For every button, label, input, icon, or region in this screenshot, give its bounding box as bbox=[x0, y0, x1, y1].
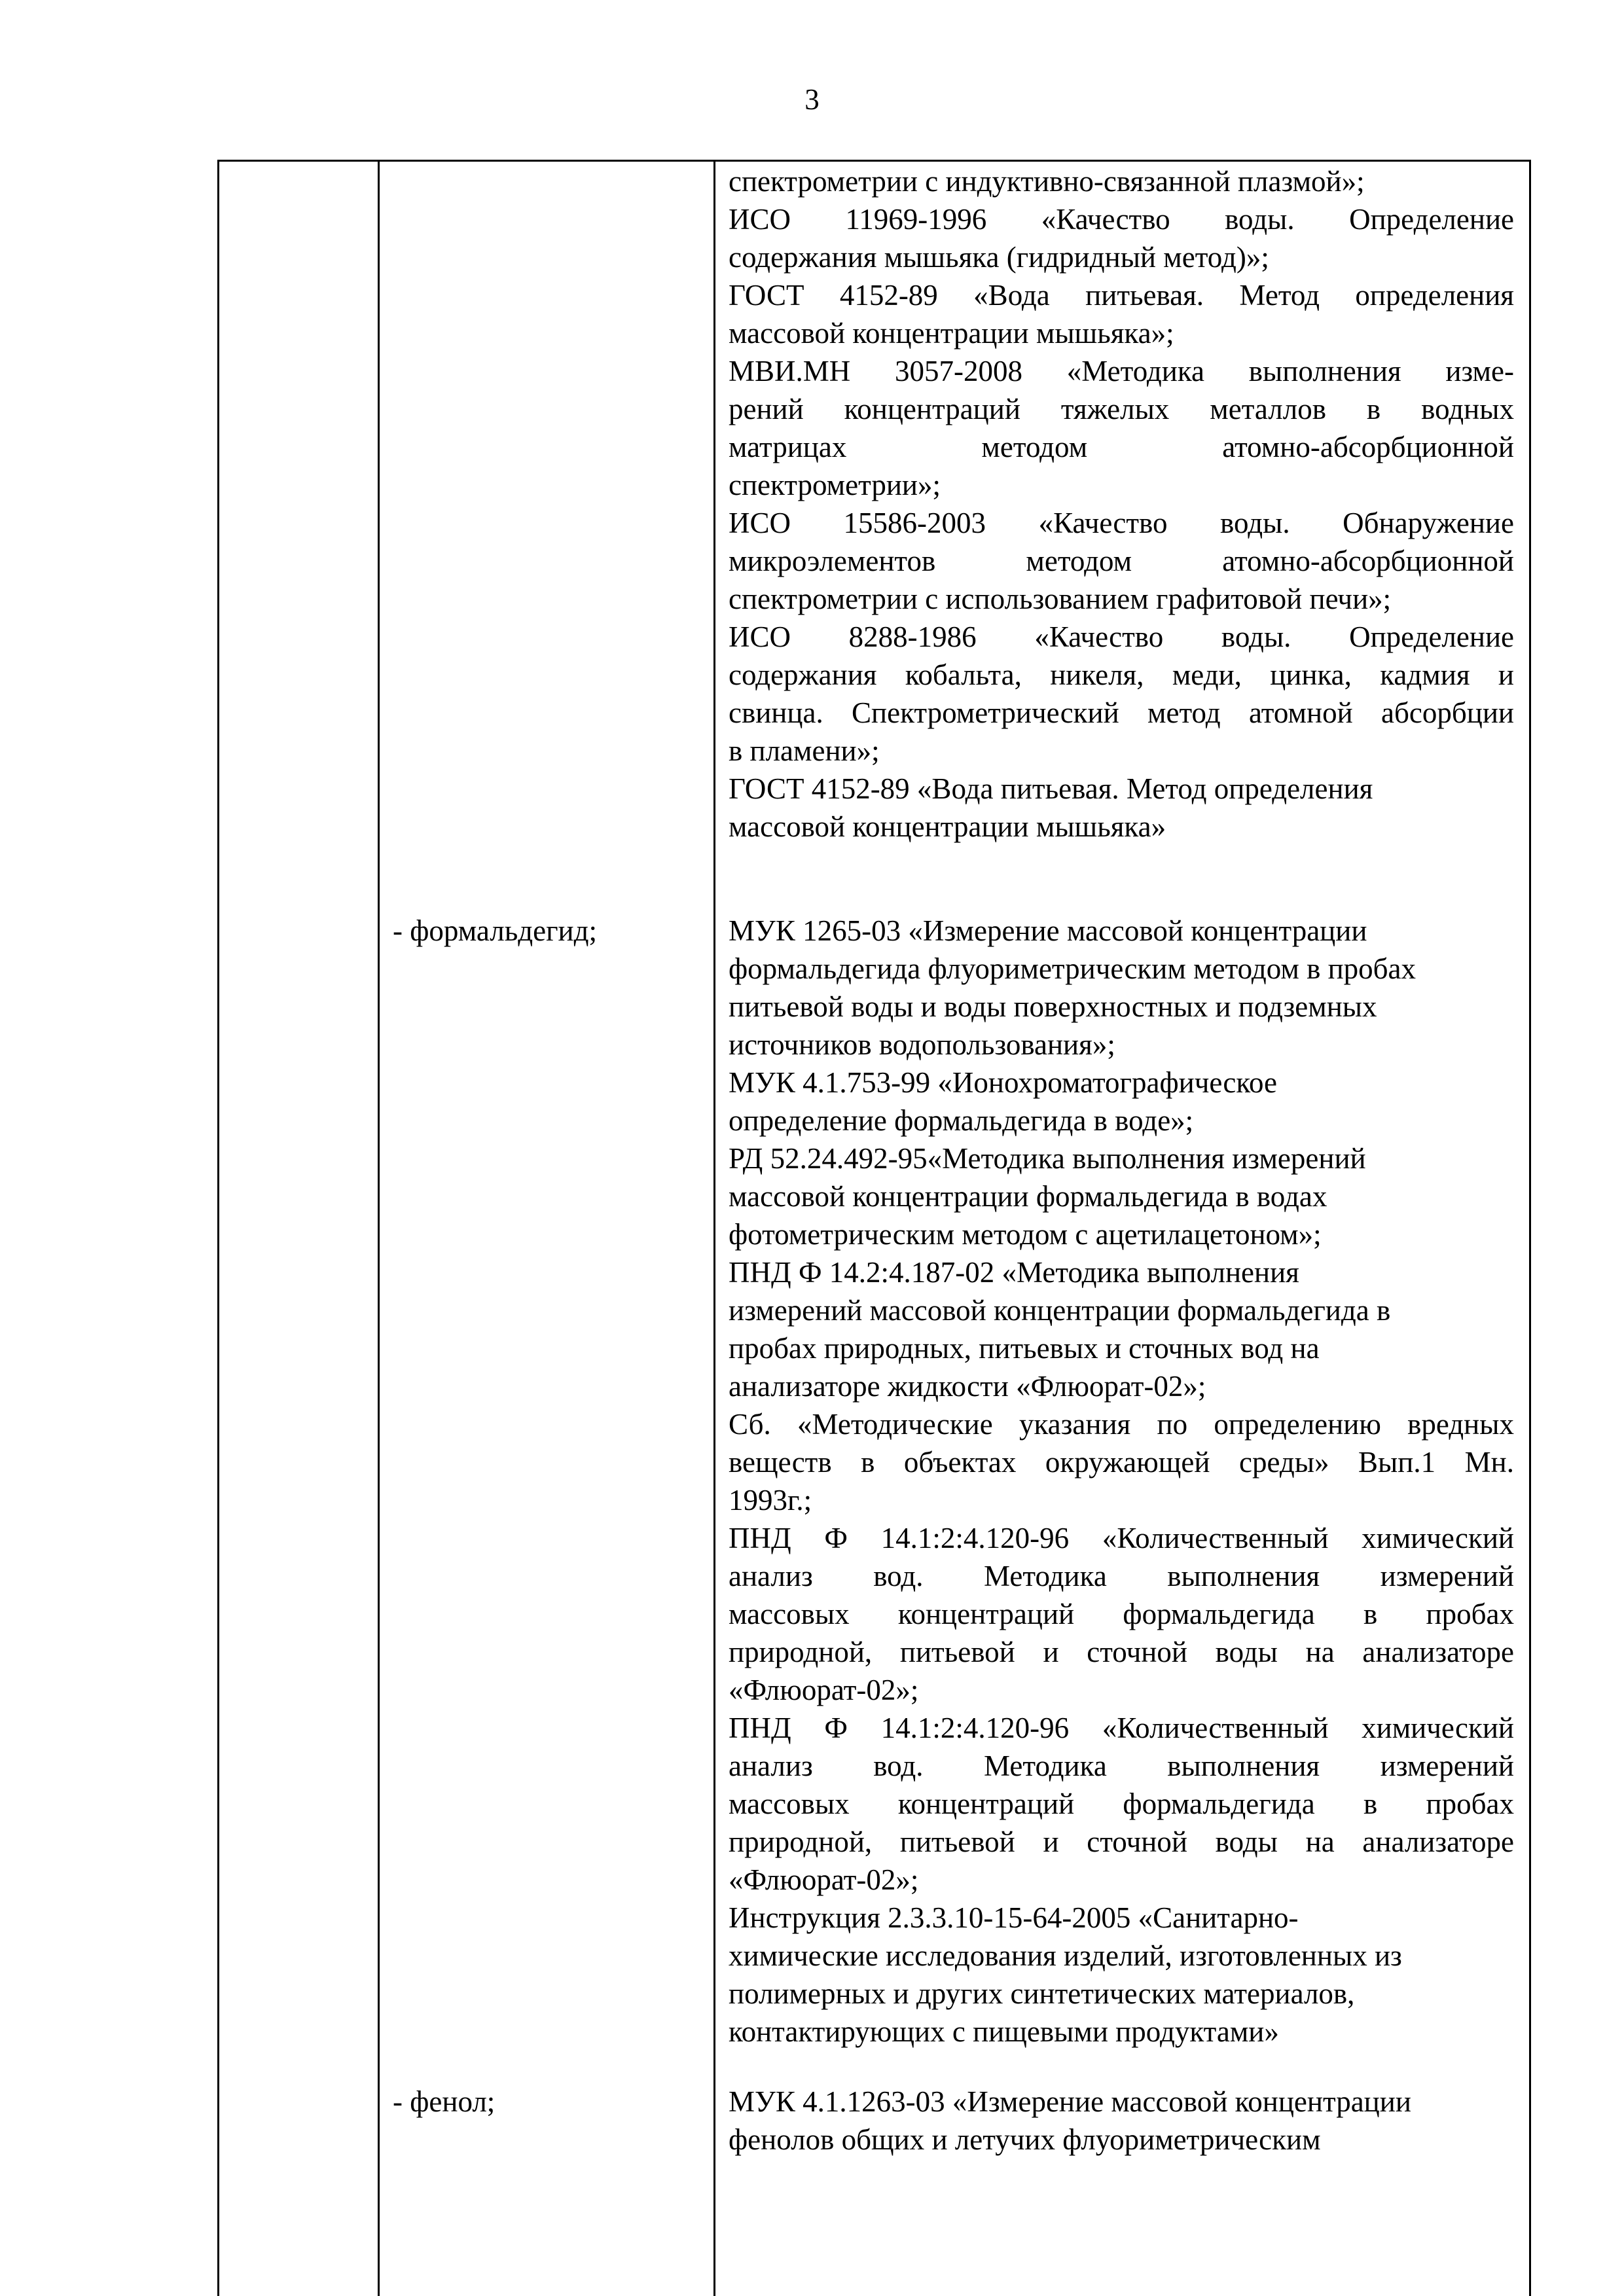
table-border-top bbox=[217, 160, 1531, 162]
method-text-line: в пламени»; bbox=[729, 734, 880, 767]
method-text-line: химические исследования изделий, изготовленных из bbox=[729, 1939, 1402, 1972]
method-text-line: микроэлементов методом атомно-абсорбционной bbox=[729, 545, 1514, 577]
method-text-line: содержания мышьяка (гидридный метод)»; bbox=[729, 241, 1269, 274]
method-text-line: 1993г.; bbox=[729, 1484, 812, 1516]
substance-cell: - фенол; bbox=[393, 2085, 496, 2118]
method-text-line: массовой концентрации мышьяка» bbox=[729, 810, 1166, 843]
method-text-line: Инструкция 2.3.3.10-15-64-2005 «Санитарно- bbox=[729, 1901, 1299, 1934]
method-text-line: природной, питьевой и сточной воды на анализаторе bbox=[729, 1636, 1514, 1668]
table-border-right bbox=[1529, 160, 1531, 2296]
method-text-line: массовых концентраций формальдегида в пробах bbox=[729, 1598, 1514, 1630]
method-text-line: определение формальдегида в воде»; bbox=[729, 1104, 1194, 1137]
method-text-line: «Флюорат-02»; bbox=[729, 1863, 919, 1896]
method-text-line: ПНД Ф 14.2:4.187-02 «Методика выполнения bbox=[729, 1256, 1299, 1289]
method-text-line: ПНД Ф 14.1:2:4.120-96 «Количественный химический bbox=[729, 1712, 1514, 1744]
methods-cell bbox=[729, 2083, 1514, 2159]
method-text-line: массовых концентраций формальдегида в пробах bbox=[729, 1787, 1514, 1820]
method-text-line: анализаторе жидкости «Флюорат-02»; bbox=[729, 1370, 1206, 1403]
method-text-line: ГОСТ 4152-89 «Вода питьевая. Метод определения bbox=[729, 772, 1373, 805]
method-text-line: фенолов общих и летучих флуориметрическим bbox=[729, 2123, 1321, 2156]
method-text-line: массовой концентрации мышьяка»; bbox=[729, 317, 1174, 350]
method-text-line: ИСО 8288-1986 «Качество воды. Определение bbox=[729, 620, 1514, 653]
method-text-line: «Флюорат-02»; bbox=[729, 1674, 919, 1706]
method-text-line: веществ в объектах окружающей среды» Вып.1 Мн. bbox=[729, 1446, 1514, 1479]
method-text-line: свинца. Спектрометрический метод атомной абсорбции bbox=[729, 696, 1514, 729]
method-text-line: анализ вод. Методика выполнения измерений bbox=[729, 1749, 1514, 1782]
method-text-line: контактирующих с пищевыми продуктами» bbox=[729, 2015, 1279, 2048]
method-text-line: ИСО 15586-2003 «Качество воды. Обнаружение bbox=[729, 507, 1514, 539]
methods-cell bbox=[729, 912, 1514, 2051]
method-text-line: МУК 4.1.753-99 «Ионохроматографическое bbox=[729, 1066, 1277, 1099]
method-text-line: спектрометрии с использованием графитовой печи»; bbox=[729, 583, 1392, 615]
method-text-line: МВИ.МН 3057-2008 «Методика выполнения изме- bbox=[729, 355, 1514, 387]
method-text-line: матрицах методом атомно-абсорбционной bbox=[729, 431, 1514, 463]
substance-cell: - формальдегид; bbox=[393, 914, 598, 947]
methods-cell bbox=[729, 162, 1514, 846]
method-text-line: ПНД Ф 14.1:2:4.120-96 «Количественный химический bbox=[729, 1522, 1514, 1554]
method-text-line: МУК 1265-03 «Измерение массовой концентрации bbox=[729, 914, 1367, 947]
method-text-line: МУК 4.1.1263-03 «Измерение массовой концентрации bbox=[729, 2085, 1411, 2118]
method-text-line: спектрометрии»; bbox=[729, 469, 941, 501]
table-column-divider-1 bbox=[378, 160, 380, 2296]
method-text-line: содержания кобальта, никеля, меди, цинка, кадмия и bbox=[729, 658, 1514, 691]
method-text-line: массовой концентрации формальдегида в водах bbox=[729, 1180, 1327, 1213]
page-number: 3 bbox=[804, 83, 820, 116]
method-text-line: фотометрическим методом с ацетилацетоном»; bbox=[729, 1218, 1322, 1251]
method-text-line: питьевой воды и воды поверхностных и подземных bbox=[729, 990, 1377, 1023]
method-text-line: природной, питьевой и сточной воды на анализаторе bbox=[729, 1825, 1514, 1858]
table-border-left bbox=[217, 160, 219, 2296]
method-text-line: измерений массовой концентрации формальдегида в bbox=[729, 1294, 1391, 1327]
method-text-line: РД 52.24.492-95«Методика выполнения измерений bbox=[729, 1142, 1366, 1175]
method-text-line: ГОСТ 4152-89 «Вода питьевая. Метод определения bbox=[729, 279, 1514, 312]
method-text-line: ИСО 11969-1996 «Качество воды. Определение bbox=[729, 203, 1514, 236]
method-text-line: источников водопользования»; bbox=[729, 1028, 1115, 1061]
method-text-line: анализ вод. Методика выполнения измерений bbox=[729, 1560, 1514, 1592]
table-column-divider-2 bbox=[713, 160, 715, 2296]
method-text-line: формальдегида флуориметрическим методом в пробах bbox=[729, 952, 1416, 985]
method-text-line: спектрометрии с индуктивно-связанной плазмой»; bbox=[729, 165, 1365, 198]
method-text-line: Сб. «Методические указания по определению вредных bbox=[729, 1408, 1514, 1441]
method-text-line: рений концентраций тяжелых металлов в водных bbox=[729, 393, 1514, 425]
method-text-line: полимерных и других синтетических материалов, bbox=[729, 1977, 1355, 2010]
method-text-line: пробах природных, питьевых и сточных вод на bbox=[729, 1332, 1320, 1365]
